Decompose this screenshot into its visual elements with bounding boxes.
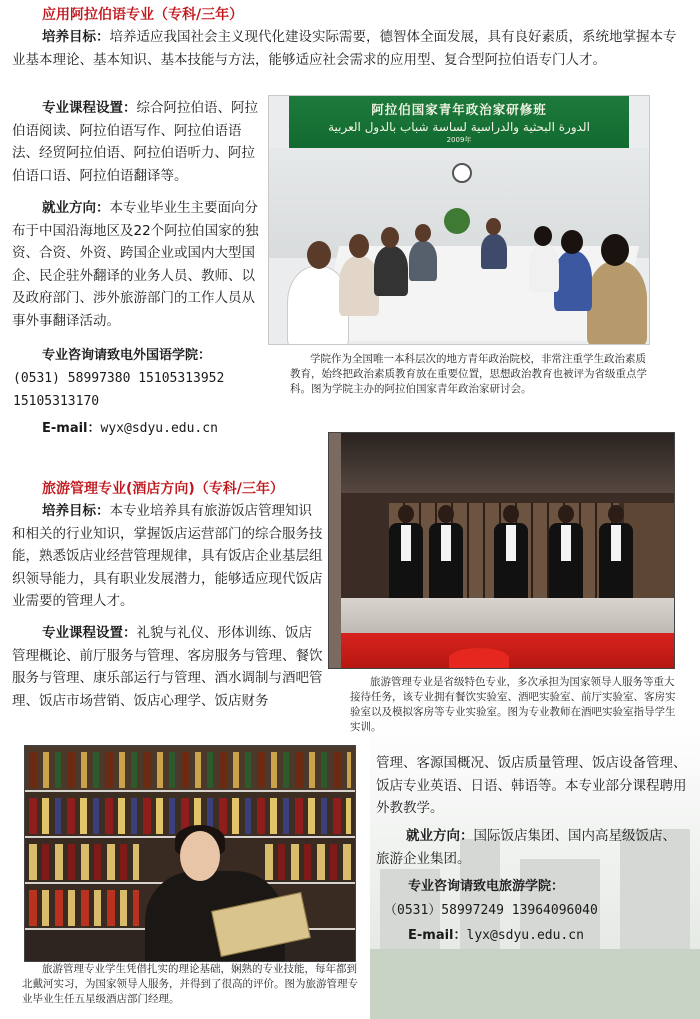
- meeting-caption: 学院作为全国唯一本科层次的地方青年政治院校，非常注重学生政治素质教育，始终把政治素质教育放在重要位置，思想政治教育也被评为省级重点学科。图为学院主办的阿拉伯国家青年政治家研讨会。: [290, 353, 647, 395]
- section1-email: E-mail：wyx@sdyu.edu.cn: [42, 421, 218, 436]
- goal-label: 培养目标：: [42, 29, 110, 45]
- bar-lab-photo: [328, 432, 675, 669]
- goal-text: 本专业培养具有旅游饭店管理知识和相关的行业知识，掌握饭店运营部门的综合服务技能，熟悉饭店业经营管理规律，具有饭店企业基层组织领导能力，具有职业发展潜力，能够适应现代饭店业需要的管理人才。: [12, 503, 323, 609]
- goal-text: 培养适应我国社会主义现代化建设实际需要，德智体全面发展，具有良好素质，系统地掌握本专业基本理论、基本知识、基本技能与方法，能够适应社会需求的应用型、复合型阿拉伯语专门人才。: [12, 29, 677, 68]
- banner: 阿拉伯国家青年政治家研修班 الدورة البحثية والدراسية لساسة شباب بالدول العربية 2009年: [289, 96, 629, 148]
- section1-phone-1: (0531) 58997380 15105313952: [13, 371, 225, 386]
- section1-title: 应用阿拉伯语专业（专科/三年）: [42, 7, 244, 23]
- section2-email: E-mail：lyx@sdyu.edu.cn: [408, 928, 584, 943]
- courses-text: 综合阿拉伯语、阿拉伯语阅读、阿拉伯语写作、阿拉伯语语法、经贸阿拉伯语、阿拉伯语听力、阿拉伯语口语、阿拉伯语翻译等。: [12, 100, 258, 184]
- career-label: 就业方向：: [406, 828, 474, 844]
- wine-shelf-caption: 旅游管理专业学生凭借扎实的理论基础，娴熟的专业技能，每年都到北戴河实习，为国家领导人服务，并得到了很高的评价。图为旅游管理专业毕业生任五星级酒店部门经理。: [22, 963, 358, 1005]
- section2-courses-a: [12, 622, 325, 712]
- section2-contact-title: 专业咨询请致电旅游学院：: [408, 879, 565, 894]
- clock-icon: [452, 163, 472, 183]
- email-link[interactable]: wyx@sdyu.edu.cn: [100, 421, 218, 436]
- courses-label: 专业课程设置：: [42, 100, 137, 116]
- section2-goal: [12, 500, 325, 613]
- section1-phone-2: 15105313170: [13, 394, 100, 409]
- career-label: 就业方向：: [42, 200, 110, 216]
- section2-title: 旅游管理专业(酒店方向)（专科/三年）: [42, 481, 284, 497]
- section2-courses-b: 管理、客源国概况、饭店质量管理、饭店设备管理、饭店专业英语、日语、韩语等。本专业部分课程聘用外教教学。: [376, 755, 687, 816]
- career-text: 国际饭店集团、国内高星级饭店、旅游企业集团。: [376, 828, 676, 867]
- section1-contact-title: 专业咨询请致电外国语学院：: [42, 348, 212, 363]
- courses-label: 专业课程设置：: [42, 625, 137, 641]
- career-text: 本专业毕业生主要面向分布于中国沿海地区及22个阿拉伯国家的独资、合资、外资、跨国企业或国内大型国企、民企驻外翻译的业务人员、教师、以及政府部门、涉外旅游部门的工作人员从事外事翻译活动。: [12, 200, 259, 329]
- section1-career: [12, 197, 262, 332]
- section1-goal: [12, 26, 688, 71]
- goal-label: 培养目标：: [42, 503, 110, 519]
- bar-lab-caption: 旅游管理专业是省级特色专业，多次承担为国家领导人服务等重大接待任务，该专业拥有餐饮实验室、酒吧实验室、前厅实验室、客房实验室以及模拟客房等专业实验室。图为专业教师在酒吧实验室指导学生实训。: [350, 676, 676, 733]
- section1-courses: [12, 97, 262, 187]
- wine-shelf-photo: [24, 745, 356, 962]
- meeting-photo: [268, 95, 650, 345]
- section2-phone: （0531）58997249 13964096040: [384, 903, 598, 918]
- waitress: [145, 831, 285, 961]
- courses-text-a: 礼貌与礼仪、形体训练、饭店管理概论、前厅服务与管理、客房服务与管理、餐饮服务与管理、康乐部运行与管理、酒水调制与酒吧管理、饭店市场营销、饭店心理学、饭店财务: [12, 625, 323, 709]
- email-link[interactable]: lyx@sdyu.edu.cn: [466, 928, 584, 943]
- section2-career: [376, 825, 688, 870]
